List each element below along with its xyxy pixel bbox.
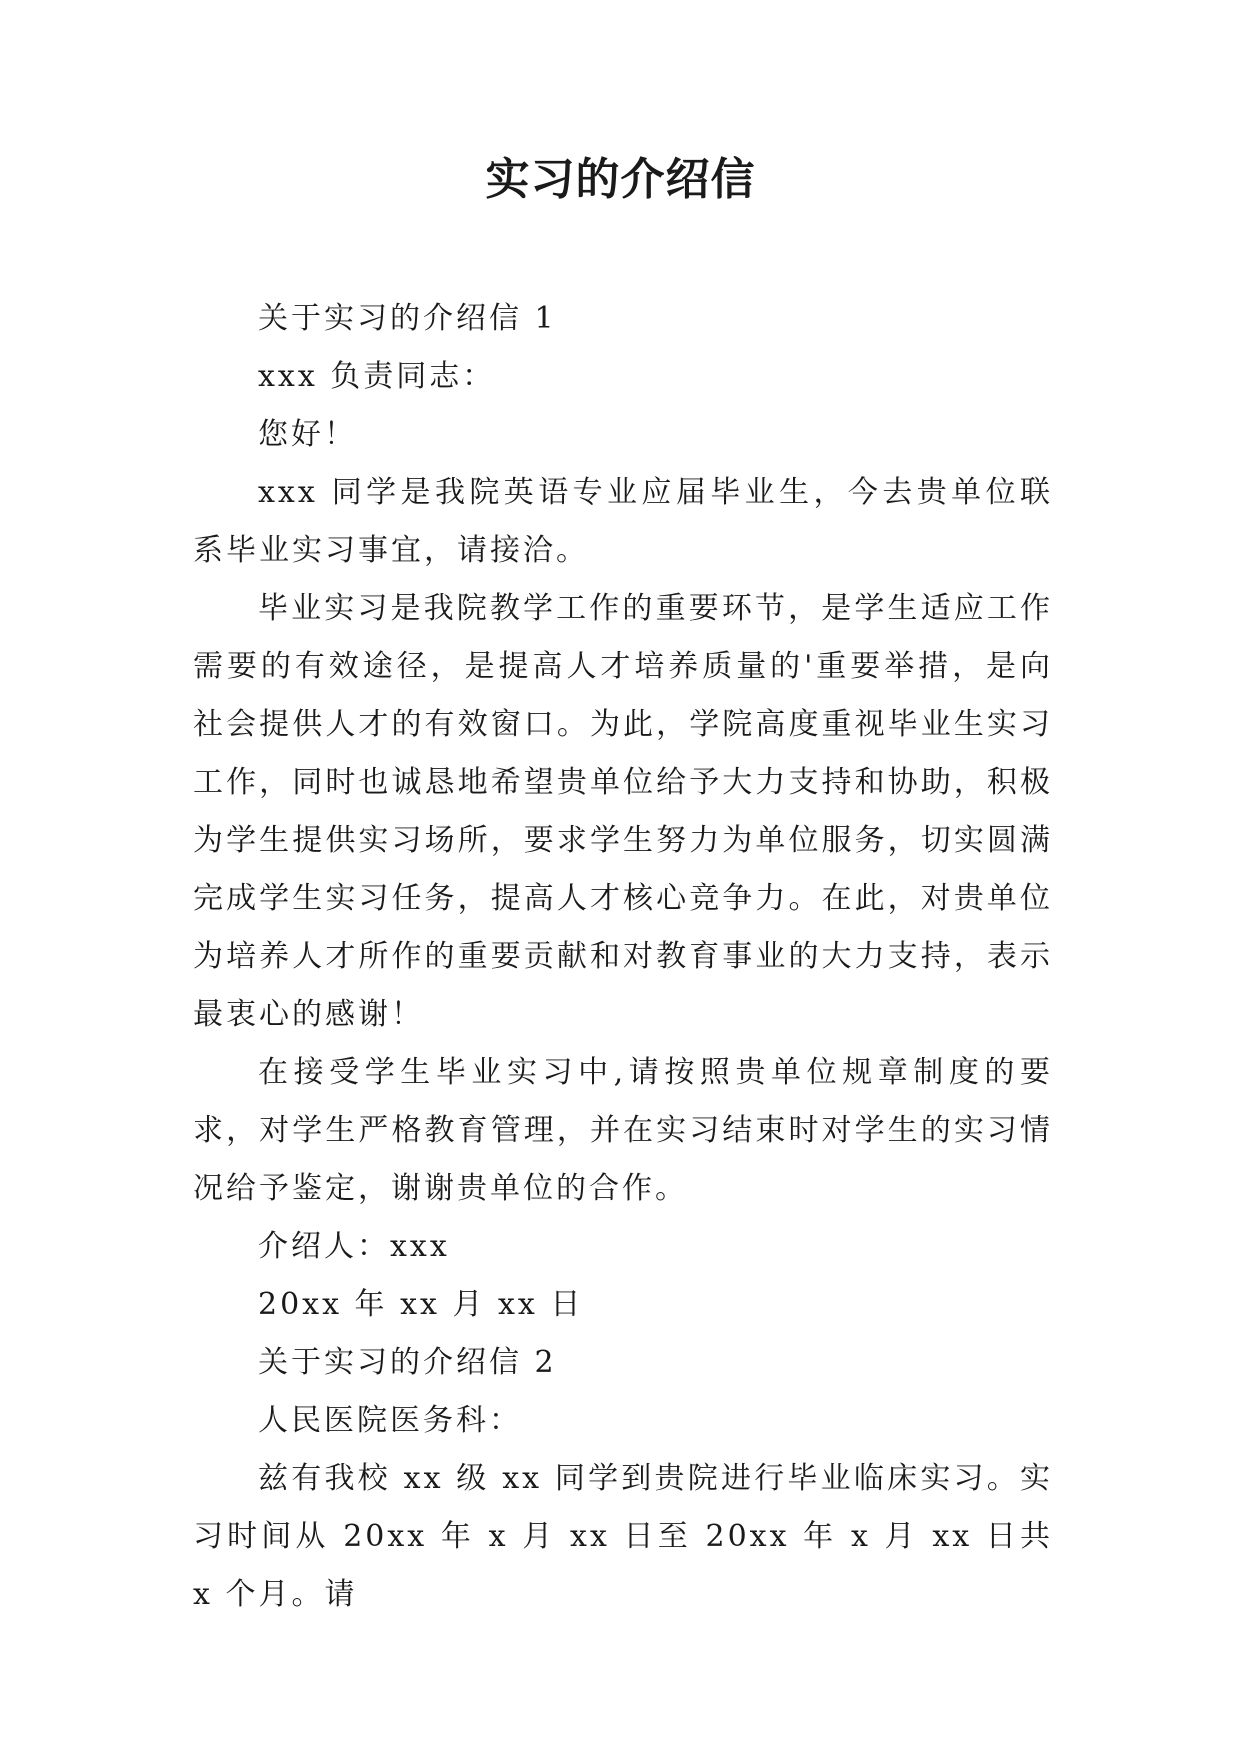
body-paragraph: 在接受学生毕业实习中,请按照贵单位规章制度的要求，对学生严格教育管理，并在实习结束时对学生的实习情况给予鉴定，谢谢贵单位的合作。 [193, 1055, 1053, 1206]
salutation: xxx 负责同志： [258, 359, 496, 394]
document-body [193, 290, 1053, 1624]
body-paragraph: xxx 同学是我院英语专业应届毕业生，今去贵单位联系毕业实习事宜，请接洽。 [193, 475, 1053, 568]
section-heading-1: 关于实习的介绍信 1 [258, 301, 557, 336]
body-paragraph: 毕业实习是我院教学工作的重要环节，是学生适应工作需要的有效途径，是提高人才培养质量的'重要举措，是向社会提供人才的有效窗口。为此，学院高度重视毕业生实习工作，同时也诚恳地希望贵单位给予大力支持和协助，积极为学生提供实习场所，要求学生努力为单位服务，切实圆满完成学生实习任务，提高人才核心竞争力。在此，对贵单位为培养人才所作的重要贡献和对教育事业的大力支持，表示最衷心的感谢！ [193, 591, 1053, 1032]
greeting: 您好！ [258, 417, 357, 452]
date-line: 20xx 年 xx 月 xx 日 [258, 1287, 584, 1322]
body-paragraph: 兹有我校 xx 级 xx 同学到贵院进行毕业临床实习。实习时间从 20xx 年 x 月 xx 日至 20xx 年 x 月 xx 日共 x 个月。请 [193, 1461, 1053, 1612]
document-title: 实习的介绍信 [485, 154, 756, 205]
section-heading-2: 关于实习的介绍信 2 [258, 1345, 557, 1380]
introducer-line: 介绍人：xxx [258, 1229, 450, 1264]
recipient-line: 人民医院医务科： [258, 1403, 522, 1438]
